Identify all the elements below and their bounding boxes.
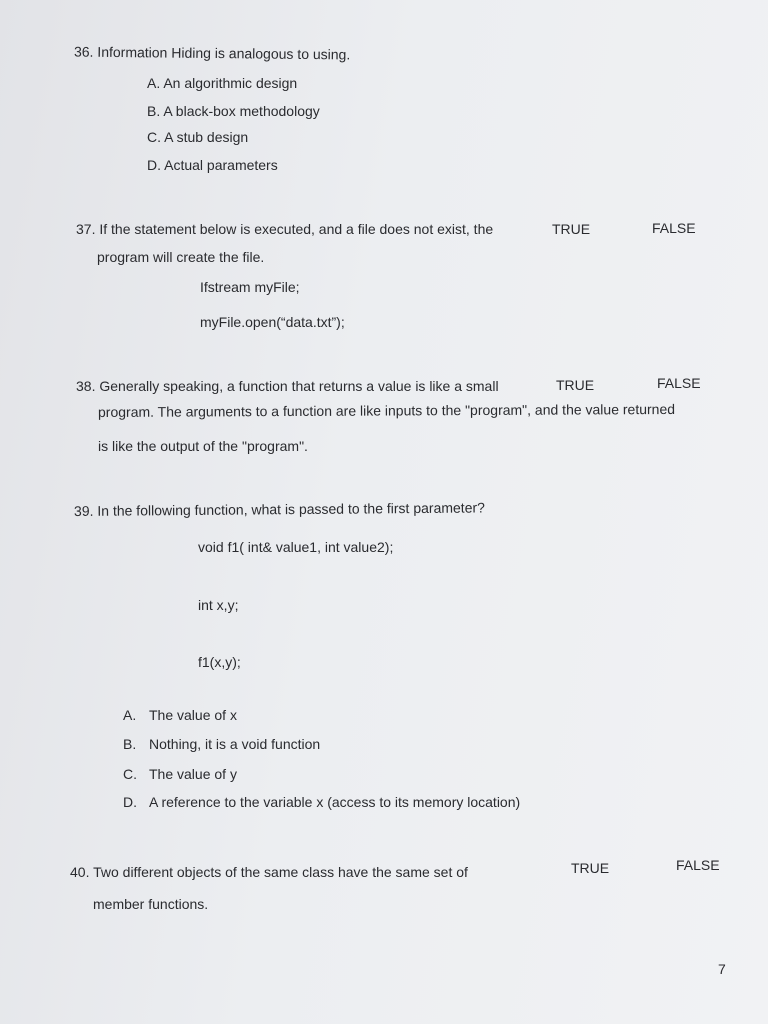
option-letter: B. <box>123 736 137 752</box>
question-37-line-1: 37. If the statement below is executed, and a file does not exist, the <box>76 221 494 237</box>
question-40-line-1: 40. Two different objects of the same class have the same set of <box>70 864 468 880</box>
question-36-option-a: A. An algorithmic design <box>147 75 298 91</box>
question-39-code-signature: void f1( int& value1, int value2); <box>198 539 394 555</box>
option-letter: D. <box>123 794 137 810</box>
question-38-line-3: is like the output of the "program". <box>98 438 308 454</box>
page-number: 7 <box>718 961 726 977</box>
question-40-line-2: member functions. <box>93 896 209 912</box>
question-38-false: FALSE <box>657 375 701 391</box>
question-36-option-d: D. Actual parameters <box>147 157 278 173</box>
question-36-option-c: C. A stub design <box>147 129 249 145</box>
question-37-false: FALSE <box>652 220 696 236</box>
option-letter: C. <box>123 766 137 782</box>
question-38-line-2: program. The arguments to a function are like inputs to the "program", and the value returned <box>97 400 676 420</box>
option-text: The value of x <box>149 707 237 723</box>
option-text: The value of y <box>149 766 237 782</box>
option-text: A reference to the variable x (access to its memory location) <box>149 794 521 810</box>
question-36-stem: 36. Information Hiding is analogous to using. <box>73 43 351 63</box>
question-38-line-1: 38. Generally speaking, a function that returns a value is like a small <box>76 378 499 394</box>
question-36-option-b: B. A black-box methodology <box>147 103 320 119</box>
question-40-true: TRUE <box>571 860 610 876</box>
question-40-false: FALSE <box>676 857 720 873</box>
question-37-code-line-1: Ifstream myFile; <box>200 279 300 295</box>
question-38-true: TRUE <box>556 377 595 393</box>
question-39-code-call: f1(x,y); <box>198 654 241 670</box>
question-37-code-line-2: myFile.open(“data.txt”); <box>200 314 345 330</box>
option-text: Nothing, it is a void function <box>149 736 321 752</box>
question-37-true: TRUE <box>552 221 591 237</box>
question-37-line-2: program will create the file. <box>97 249 265 265</box>
option-letter: A. <box>123 707 137 723</box>
question-39-code-declaration: int x,y; <box>198 597 239 613</box>
question-39-stem: 39. In the following function, what is passed to the first parameter? <box>73 499 485 519</box>
